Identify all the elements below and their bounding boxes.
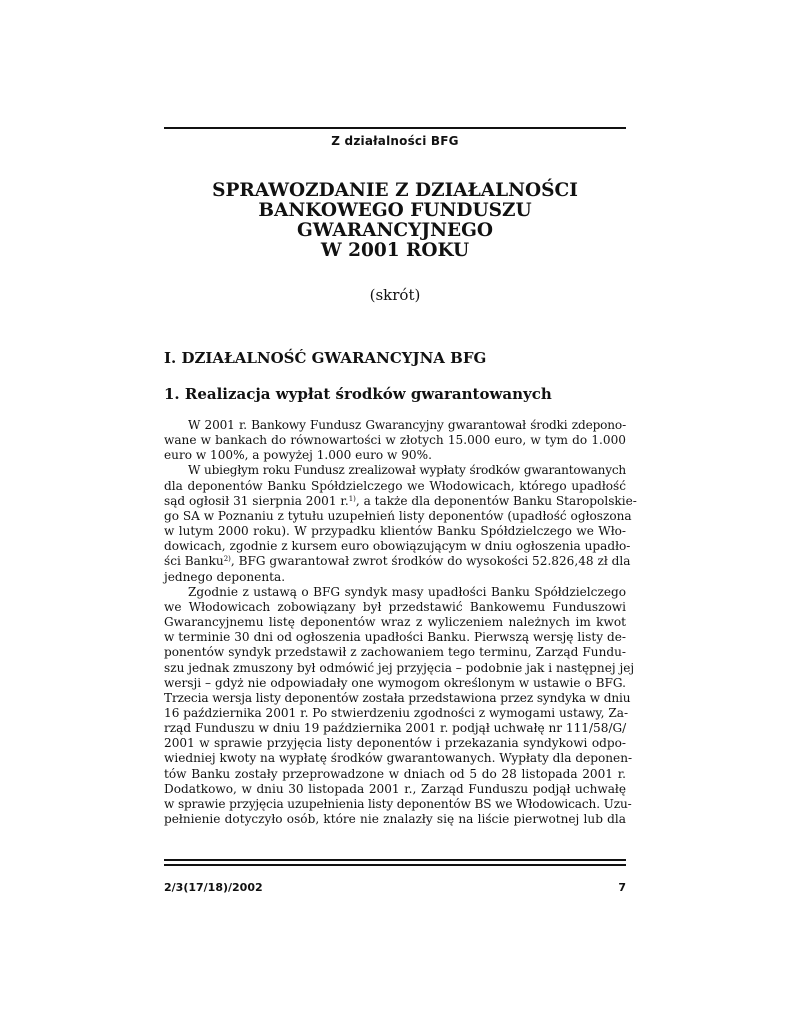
- text-line: W 2001 r. Bankowy Fundusz Gwarancyjny gwarantował środki zdepono-: [188, 418, 626, 432]
- paragraph-2: [164, 463, 637, 584]
- text-line: 16 października 2001 r. Po stwierdzeniu zgodności z wymogami ustawy, Za-: [164, 705, 629, 720]
- text-line: Trzecia wersja listy deponentów została przedstawiona przez syndyka w dniu: [164, 690, 631, 705]
- text-line: jednego deponenta.: [164, 569, 286, 584]
- text-line: w sprawie przyjęcia uzupełnienia listy deponentów BS we Włodowicach. Uzu-: [164, 796, 632, 811]
- text-line: Gwarancyjnemu listę deponentów wraz z wyliczeniem należnych im kwot: [164, 615, 626, 630]
- page-number: 7: [618, 881, 626, 894]
- text-fragment: , BFG gwarantował zwrot środków do wysokości 52.826,48 zł dla: [230, 554, 631, 569]
- title-line-2: BANKOWEGO FUNDUSZU: [258, 200, 532, 221]
- document-subtitle: (skrót): [369, 286, 421, 304]
- footer-rule-upper: [164, 859, 626, 861]
- text-fragment: sąd ogłosił 31 sierpnia 2001 r.: [164, 493, 349, 508]
- text-line: wiedniej kwoty na wypłatę środków gwarantowanych. Wypłaty dla deponen-: [164, 751, 633, 766]
- text-line: rząd Funduszu w dniu 19 października 2001 r. podjął uchwałę nr 111/58/G/: [164, 721, 627, 736]
- text-line: tów Banku zostały przeprowadzone w dniach od 5 do 28 listopada 2001 r.: [164, 766, 626, 781]
- footer-rule-lower: [164, 864, 626, 866]
- text-line: we Włodowicach zobowiązany był przedstawić Bankowemu Funduszowi: [164, 599, 626, 614]
- text-line: dowicach, zgodnie z kursem euro obowiązującym w dniu ogłoszenia upadło-: [164, 539, 631, 554]
- text-line: w lutym 2000 roku). W przypadku klientów Banku Spółdzielczego we Wło-: [164, 524, 626, 539]
- text-line: W ubiegłym roku Fundusz zrealizował wypłaty środków gwarantowanych: [188, 463, 626, 478]
- header-rule: [164, 127, 626, 129]
- text-line: Zgodnie z ustawą o BFG syndyk masy upadłości Banku Spółdzielczego: [188, 584, 626, 599]
- text-line: Dodatkowo, w dniu 30 listopada 2001 r., Zarząd Funduszu podjął uchwałę: [164, 781, 626, 796]
- text-line: szu jednak zmuszony był odmówić jej przyjęcia – podobnie jak i następnej jej: [164, 660, 635, 675]
- text-line: euro w 100%, a powyżej 1.000 euro w 90%.: [164, 448, 432, 463]
- text-fragment: , a także dla deponentów Banku Staropolskie-: [355, 493, 637, 508]
- body-text: [164, 418, 637, 827]
- text-line: 2001 w sprawie przyjęcia listy deponentów i przekazania syndykowi odpo-: [164, 736, 626, 751]
- subsection-heading: 1. Realizacja wypłat środków gwarantowanych: [164, 385, 552, 403]
- text-line: go SA w Poznaniu z tytułu uzupełnień listy deponentów (upadłość ogłoszona: [164, 508, 632, 523]
- text-line: w terminie 30 dni od ogłoszenia upadłości Banku. Pierwszą wersję listy de-: [164, 630, 626, 645]
- running-header: Z działalności BFG: [331, 134, 459, 148]
- issue-number: 2/3(17/18)/2002: [164, 881, 263, 894]
- text-line: wersji – gdyż nie odpowiadały one wymogom określonym w ustawie o BFG.: [164, 675, 626, 690]
- paragraph-1: [164, 418, 626, 463]
- section-heading: I. DZIAŁALNOŚĆ GWARANCYJNA BFG: [164, 349, 487, 367]
- text-line: [164, 493, 637, 509]
- text-line: ponentów syndyk przedstawił z zachowaniem tego terminu, Zarząd Fundu-: [164, 645, 626, 660]
- text-fragment: ści Banku: [164, 554, 224, 569]
- footnote-ref-2: 2): [223, 555, 231, 564]
- title-line-3: GWARANCYJNEGO: [297, 220, 493, 241]
- document-title: [164, 181, 626, 261]
- paragraph-3: [164, 584, 635, 828]
- text-line: wane w bankach do równowartości w złotych 15.000 euro, w tym do 1.000: [164, 433, 626, 448]
- title-line-4: W 2001 ROKU: [320, 240, 470, 261]
- text-line: pełnienie dotyczyło osób, które nie znalazły się na liście pierwotnej lub dla: [164, 812, 626, 827]
- title-line-1: SPRAWOZDANIE Z DZIAŁALNOŚCI: [212, 180, 578, 201]
- text-line: dla deponentów Banku Spółdzielczego we Włodowicach, którego upadłość: [164, 478, 626, 493]
- text-line: [164, 554, 631, 569]
- footnote-ref-1: 1): [348, 494, 356, 503]
